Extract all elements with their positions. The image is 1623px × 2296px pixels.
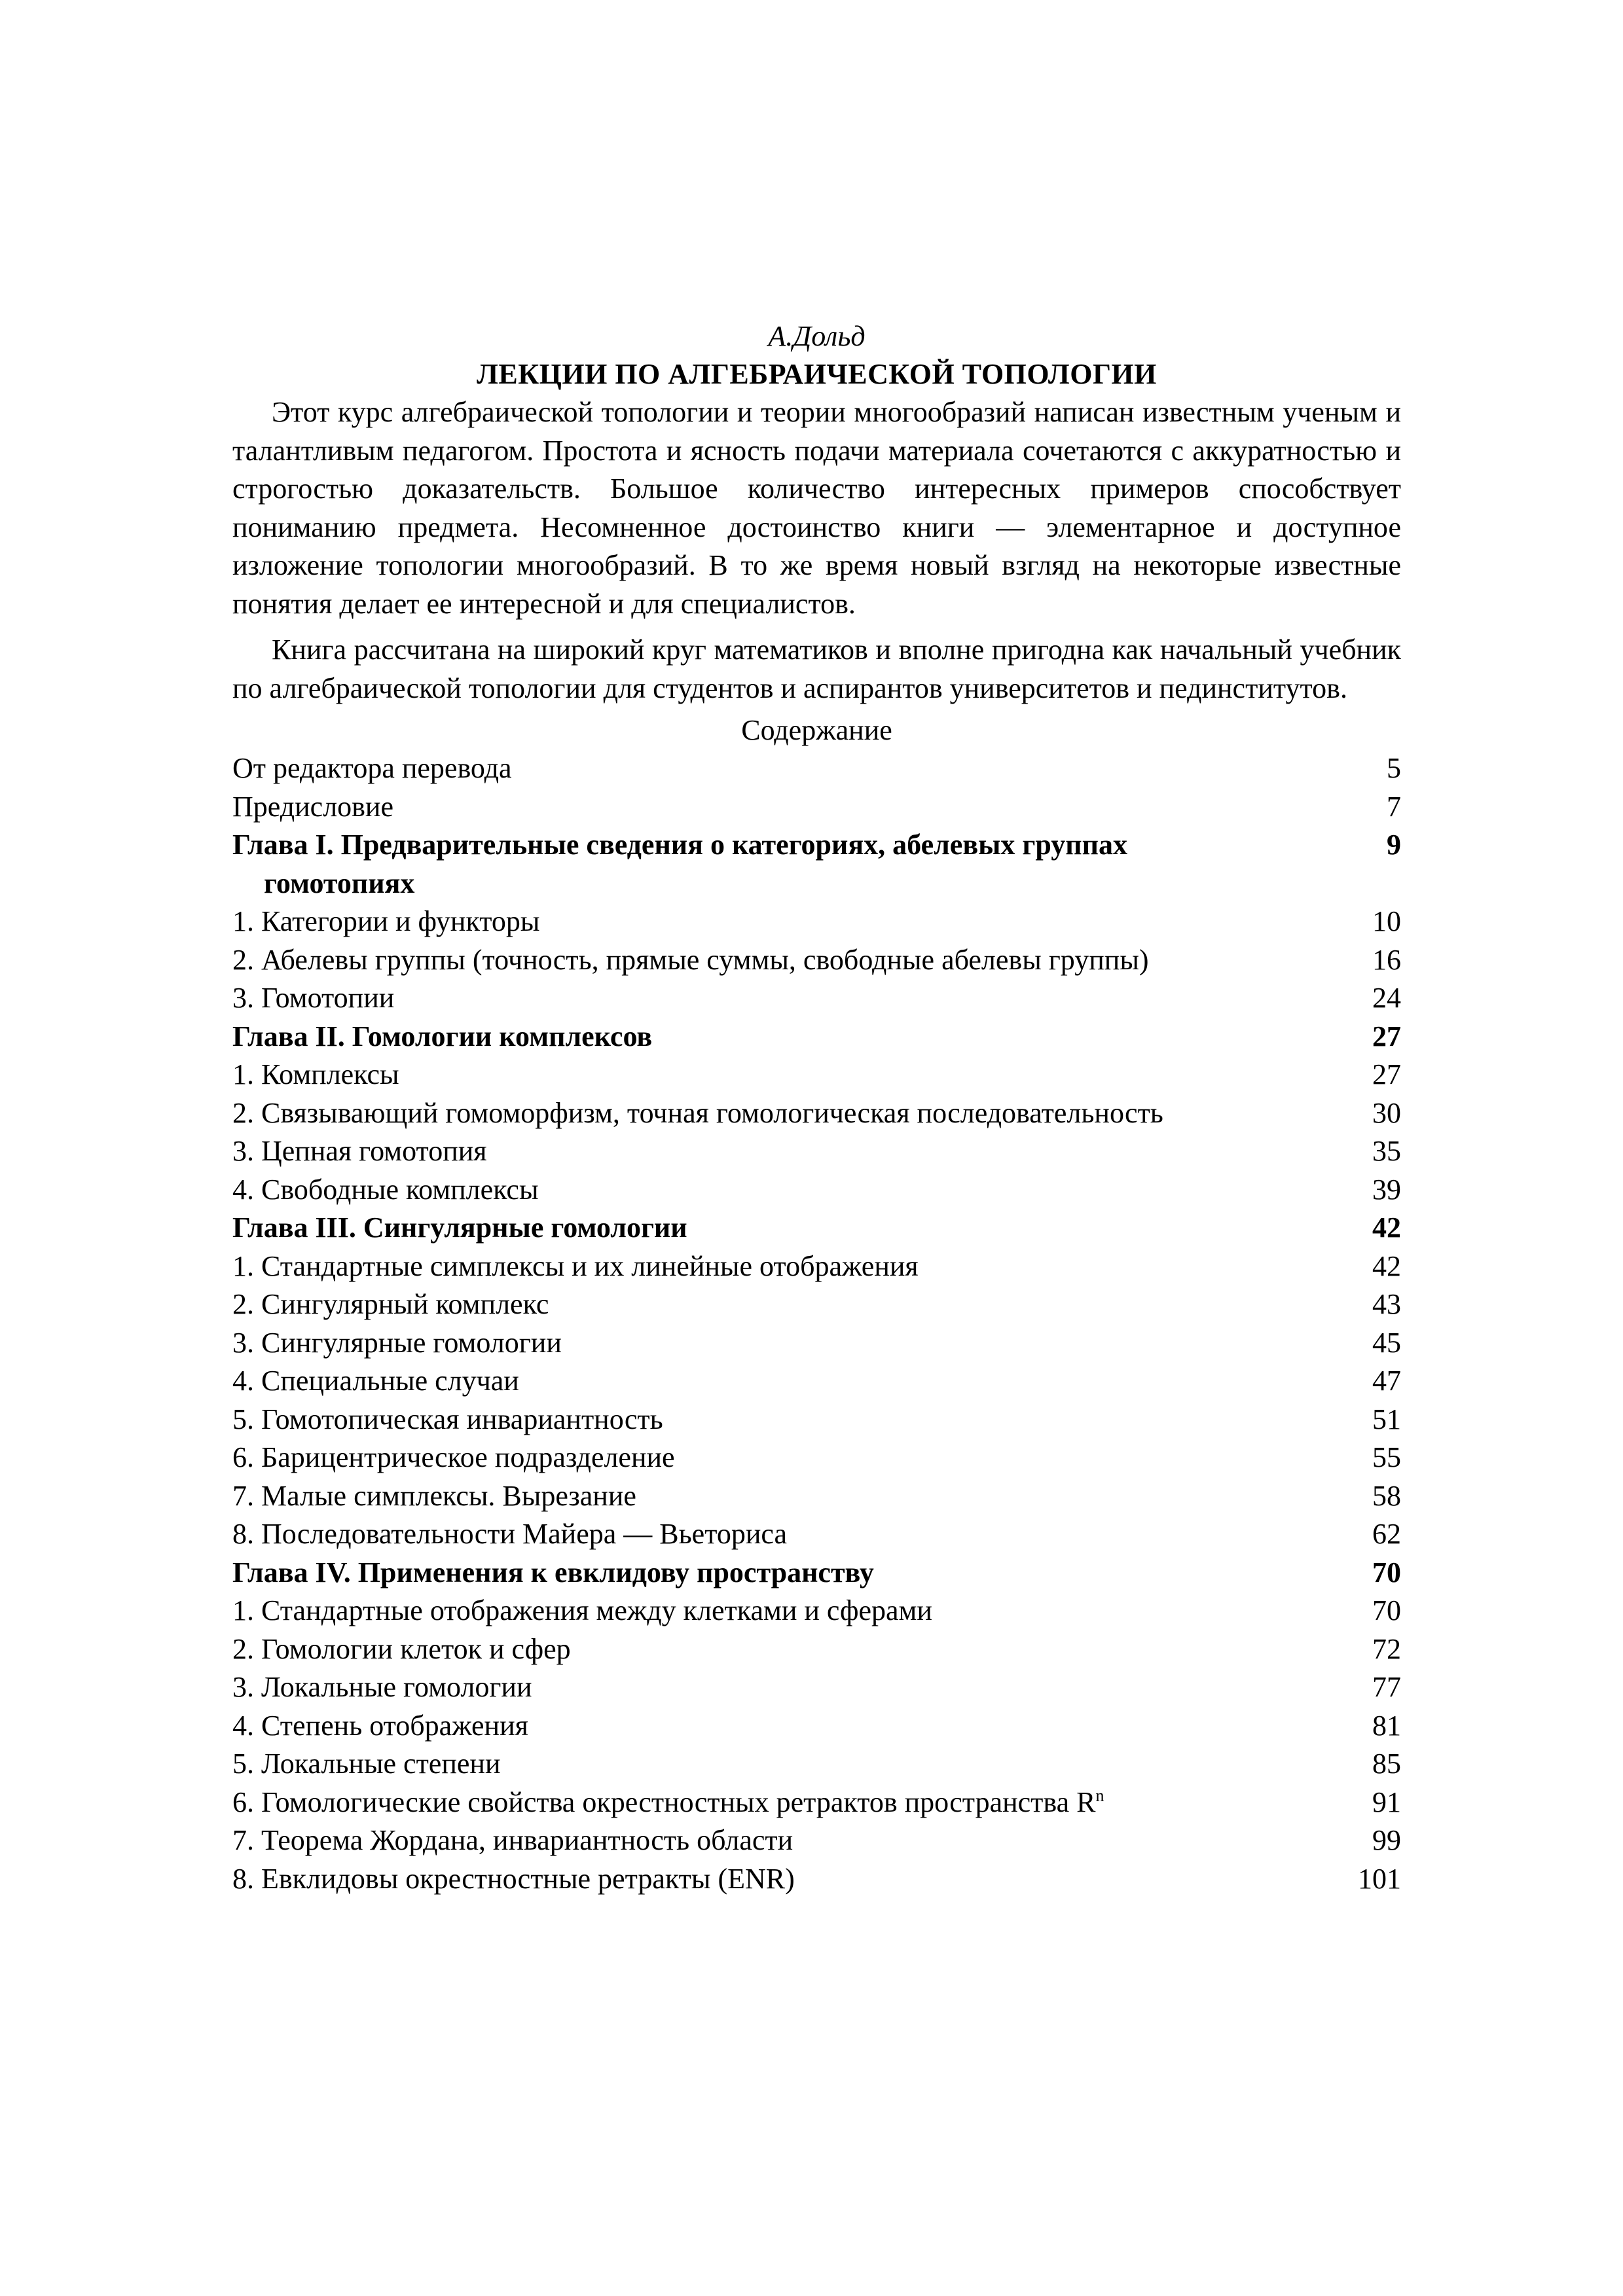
toc-chapter-page: 27 bbox=[1372, 1020, 1401, 1052]
toc-entry bbox=[232, 1515, 1401, 1554]
toc-entry bbox=[232, 1094, 1401, 1133]
author-name: А.Дольд bbox=[768, 320, 866, 352]
toc-entry-title-text: 6. Гомологические свойства окрестностных ретрактов пространства R bbox=[232, 1785, 1096, 1818]
toc-entry-title: 4. Степень отображения bbox=[232, 1709, 528, 1742]
toc-entry-page: 77 bbox=[1372, 1671, 1401, 1703]
toc-entry bbox=[232, 1401, 1401, 1439]
toc-entry-page: 70 bbox=[1372, 1594, 1401, 1626]
toc-chapter bbox=[232, 1554, 1401, 1592]
toc-entry bbox=[232, 1630, 1401, 1669]
toc-entry bbox=[232, 1285, 1401, 1324]
toc-entry bbox=[232, 788, 1401, 827]
toc-chapter-title-line-1: Глава I. Предварительные сведения о категориях, абелевых группах bbox=[232, 829, 1128, 861]
toc-entry bbox=[232, 1784, 1401, 1822]
toc-chapter bbox=[232, 1209, 1401, 1247]
toc-entry bbox=[232, 941, 1401, 980]
toc-entry bbox=[232, 1477, 1401, 1516]
toc-entry-page: 30 bbox=[1372, 1096, 1401, 1129]
toc-entry-title: 1. Комплексы bbox=[232, 1058, 399, 1090]
toc-chapter-title-line-2: гомотопиях bbox=[264, 867, 415, 899]
description-paragraph-2: Книга рассчитана на широкий круг математиков и вполне пригодна как начальный учебник по алгебраической топологии для студентов и аспирантов университетов и пединститутов. bbox=[232, 634, 1401, 704]
toc-entry-page: 39 bbox=[1372, 1173, 1401, 1206]
toc-entry-title: 3. Сингулярные гомологии bbox=[232, 1326, 562, 1359]
toc-entry bbox=[232, 1860, 1401, 1899]
superscript-n: n bbox=[1095, 1785, 1104, 1805]
toc-entry bbox=[232, 1745, 1401, 1784]
toc-entry bbox=[232, 1668, 1401, 1707]
toc-entry-page: 7 bbox=[1387, 790, 1401, 823]
toc-entry bbox=[232, 1362, 1401, 1401]
toc-entry-page: 27 bbox=[1372, 1058, 1401, 1090]
toc-entry-title: 2. Абелевы группы (точность, прямые суммы, свободные абелевы группы) bbox=[232, 943, 1149, 976]
toc-entry-title bbox=[232, 1784, 1329, 1822]
table-of-contents bbox=[232, 749, 1401, 1898]
toc-entry-title: От редактора перевода bbox=[232, 752, 512, 784]
toc-entry-page: 72 bbox=[1372, 1632, 1401, 1665]
toc-entry bbox=[232, 1132, 1401, 1171]
toc-entry bbox=[232, 1171, 1401, 1210]
toc-entry-title: 5. Локальные степени bbox=[232, 1748, 501, 1780]
toc-entry-page: 62 bbox=[1372, 1518, 1401, 1550]
toc-chapter-title bbox=[232, 826, 1329, 903]
toc-chapter-page: 9 bbox=[1387, 829, 1401, 861]
toc-entry-page: 43 bbox=[1372, 1288, 1401, 1320]
toc-entry bbox=[232, 1592, 1401, 1630]
toc-entry-title: 2. Гомологии клеток и сфер bbox=[232, 1632, 571, 1665]
toc-entry bbox=[232, 1247, 1401, 1286]
toc-entry-page: 10 bbox=[1372, 905, 1401, 937]
description-paragraph-1: Этот курс алгебраической топологии и теории многообразий написан известным ученым и талантливым педагогом. Простота и ясность подачи материала сочетаются с аккуратностью и строгостью доказательств. Большое количество интересных примеров способствует пониманию предмета. Несомненное достоинство книги — элементарное и доступное изложение топологии многообразий. В то же время новый взгляд на некоторые известные понятия делает ее интересной и для специалистов. bbox=[232, 396, 1401, 620]
document-page bbox=[232, 317, 1401, 1898]
toc-entry-title: 8. Евклидовы окрестностные ретракты (ENR) bbox=[232, 1862, 795, 1895]
toc-chapter bbox=[232, 1018, 1401, 1056]
toc-entry-title: 6. Барицентрическое подразделение bbox=[232, 1441, 675, 1473]
toc-entry bbox=[232, 1324, 1401, 1363]
toc-heading: Содержание bbox=[741, 714, 892, 746]
toc-entry-title: 7. Теорема Жордана, инвариантность области bbox=[232, 1824, 793, 1856]
toc-entry-page: 58 bbox=[1372, 1479, 1401, 1512]
toc-entry-page: 47 bbox=[1372, 1365, 1401, 1397]
toc-entry-page: 85 bbox=[1372, 1748, 1401, 1780]
toc-entry bbox=[232, 749, 1401, 788]
toc-entry-title: 7. Малые симплексы. Вырезание bbox=[232, 1479, 636, 1512]
toc-entry-page: 45 bbox=[1372, 1326, 1401, 1359]
toc-entry-title: 2. Связывающий гомоморфизм, точная гомологическая последовательность bbox=[232, 1096, 1163, 1129]
toc-entry-title: 5. Гомотопическая инвариантность bbox=[232, 1403, 663, 1435]
toc-chapter-title: Глава IV. Применения к евклидову пространству bbox=[232, 1556, 874, 1588]
toc-entry-page: 42 bbox=[1372, 1249, 1401, 1282]
book-title: ЛЕКЦИИ ПО АЛГЕБРАИЧЕСКОЙ ТОПОЛОГИИ bbox=[477, 358, 1157, 390]
toc-entry-page: 51 bbox=[1372, 1403, 1401, 1435]
toc-entry-title: 2. Сингулярный комплекс bbox=[232, 1288, 549, 1320]
toc-entry-title: 1. Стандартные симплексы и их линейные отображения bbox=[232, 1249, 919, 1282]
toc-chapter-title: Глава II. Гомологии комплексов bbox=[232, 1020, 653, 1052]
toc-entry-page: 5 bbox=[1387, 752, 1401, 784]
toc-entry-title: 3. Локальные гомологии bbox=[232, 1671, 532, 1703]
toc-entry bbox=[232, 903, 1401, 941]
toc-entry-page: 101 bbox=[1358, 1862, 1401, 1895]
toc-entry-title: 4. Специальные случаи bbox=[232, 1365, 519, 1397]
toc-entry-page: 35 bbox=[1372, 1135, 1401, 1167]
toc-chapter bbox=[232, 826, 1401, 903]
toc-chapter-title: Глава III. Сингулярные гомологии bbox=[232, 1211, 687, 1244]
toc-entry-page: 91 bbox=[1372, 1785, 1401, 1818]
toc-entry-page: 81 bbox=[1372, 1709, 1401, 1742]
toc-entry-page: 16 bbox=[1372, 943, 1401, 976]
toc-entry-page: 55 bbox=[1372, 1441, 1401, 1473]
toc-entry-title: 1. Категории и функторы bbox=[232, 905, 540, 937]
toc-entry bbox=[232, 1439, 1401, 1477]
toc-entry-title: 8. Последовательности Майера — Вьеториса bbox=[232, 1518, 787, 1550]
toc-entry bbox=[232, 1707, 1401, 1746]
toc-entry-title: 3. Цепная гомотопия bbox=[232, 1135, 487, 1167]
toc-entry bbox=[232, 1056, 1401, 1094]
toc-entry-title: Предисловие bbox=[232, 790, 393, 823]
toc-entry-title: 1. Стандартные отображения между клетками и сферами bbox=[232, 1594, 932, 1626]
toc-entry-title: 3. Гомотопии bbox=[232, 982, 395, 1014]
toc-entry-title: 4. Свободные комплексы bbox=[232, 1173, 539, 1206]
toc-entry bbox=[232, 1821, 1401, 1860]
toc-entry-page: 24 bbox=[1372, 982, 1401, 1014]
toc-chapter-page: 70 bbox=[1372, 1556, 1401, 1588]
toc-entry bbox=[232, 979, 1401, 1018]
toc-entry-page: 99 bbox=[1372, 1824, 1401, 1856]
toc-chapter-page: 42 bbox=[1372, 1211, 1401, 1244]
